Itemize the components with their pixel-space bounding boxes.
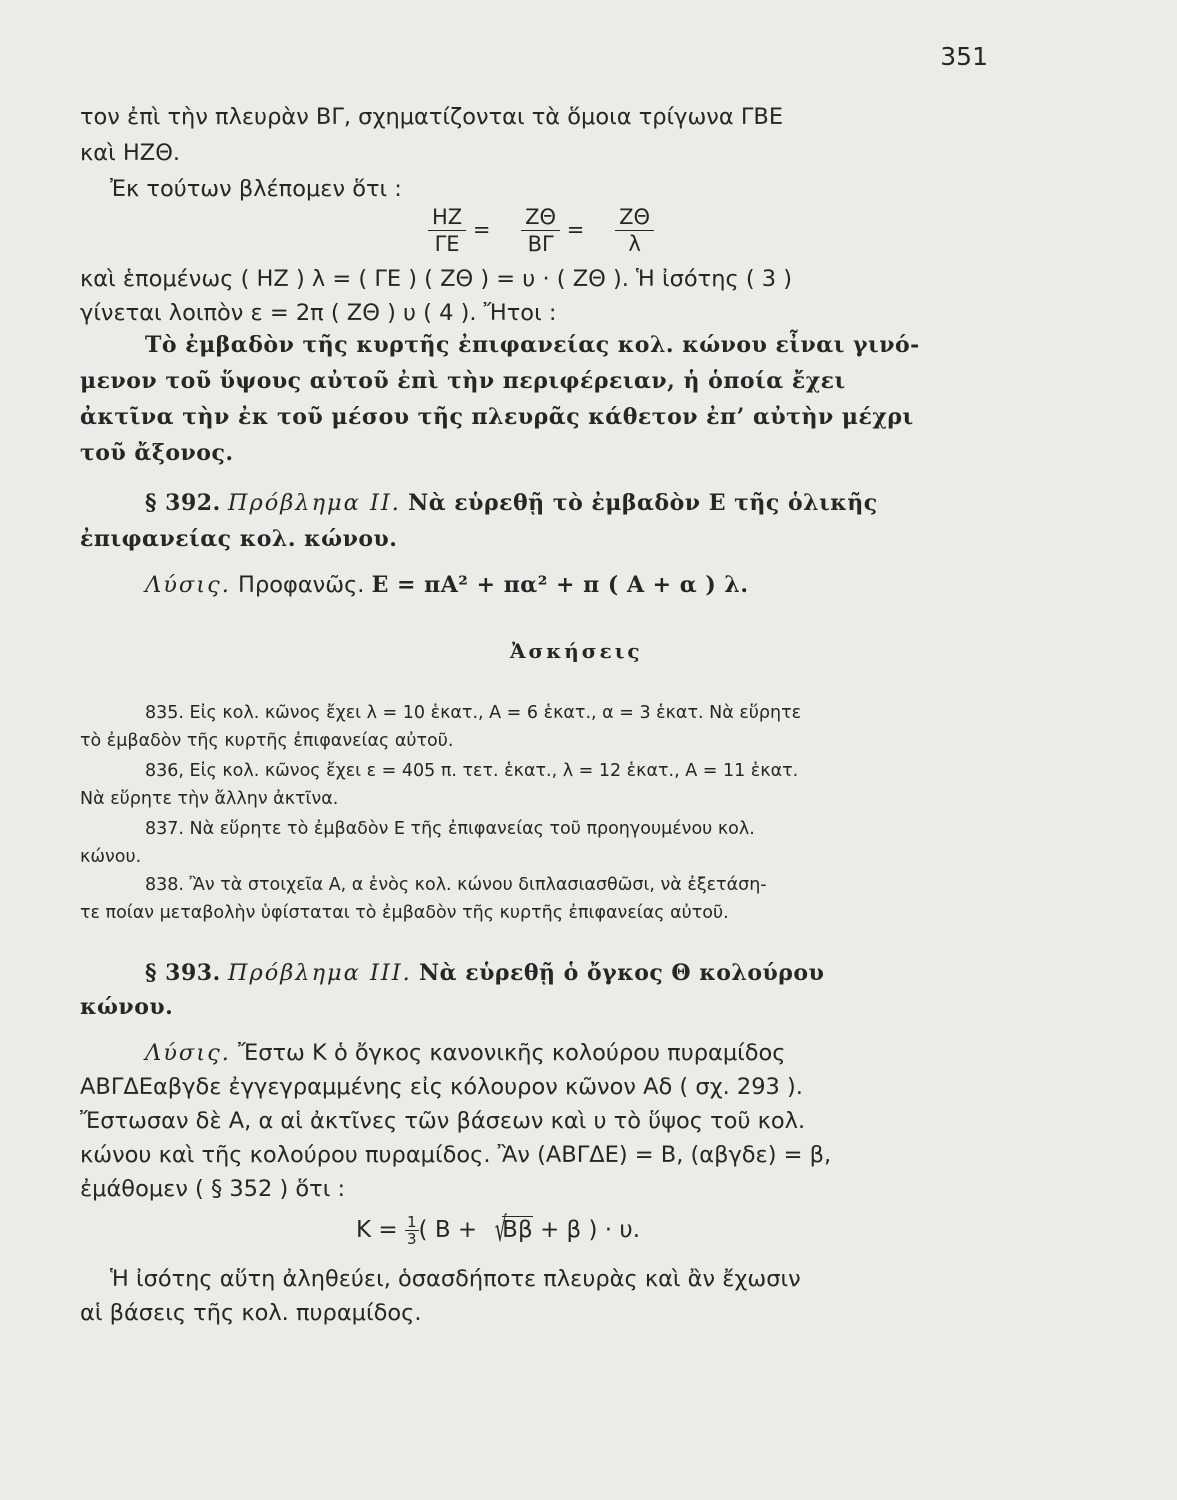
problem-label: Πρόβλημα ΙΙΙ.	[227, 960, 412, 986]
theorem-line: Τὸ ἐμβαδὸν τῆς κυρτῆς ἐπιφανείας κολ. κώνου εἶναι γινό-	[145, 332, 920, 358]
theorem-line: μενον τοῦ ὕψους αὐτοῦ ἐπὶ τὴν περιφέρειαν, ἡ ὁποία ἔχει	[80, 368, 846, 394]
text-line: Ἔστωσαν δὲ Α, α αἱ ἀκτῖνες τῶν βάσεων καὶ υ τὸ ὕψος τοῦ κολ.	[80, 1108, 806, 1134]
square-root	[485, 1210, 533, 1250]
equals-sign: =	[472, 217, 491, 242]
denominator: ΒΓ	[527, 232, 554, 256]
denominator: ΓΕ	[434, 232, 460, 256]
solution-line	[145, 1038, 786, 1068]
numerator: ΖΘ	[521, 204, 560, 231]
exercise-835: 835. Εἰς κολ. κῶνος ἔχει λ = 10 ἑκατ., Α = 6 ἑκατ., α = 3 ἑκατ. Νὰ εὕρητε	[145, 703, 802, 723]
problem-text-continued: κώνου.	[80, 994, 174, 1020]
exercise-836-cont: Νὰ εὕρητε τὴν ἄλλην ἀκτῖνα.	[80, 789, 339, 809]
section-heading	[145, 958, 824, 988]
theorem-line: ἀκτῖνα τὴν ἐκ τοῦ μέσου τῆς πλευρᾶς κάθετον ἐπ’ αὐτὴν μέχρι	[80, 404, 914, 430]
text-line: ἐμάθομεν ( § 352 ) ὅτι :	[80, 1176, 346, 1202]
exercise-838-cont: τε ποίαν μεταβολὴν ὑφίσταται τὸ ἐμβαδὸν τῆς κυρτῆς ἐπιφανείας αὐτοῦ.	[80, 903, 729, 923]
formula-lhs: Κ =	[356, 1217, 398, 1243]
problem-text: Νὰ εὑρεθῇ ὁ ὄγκος Θ κολούρου	[419, 960, 825, 986]
page-number: 351	[940, 42, 988, 71]
text-line: Ἐκ τούτων βλέπομεν ὅτι :	[110, 176, 402, 202]
text-line: τον ἐπὶ τὴν πλευρὰν ΒΓ, σχηματίζονται τὰ ὅμοια τρίγωνα ΓΒΕ	[80, 104, 784, 130]
fraction-one-third	[405, 1214, 419, 1247]
text-line: ΑΒΓΔΕαβγδε ἐγγεγραμμένης εἰς κόλουρον κῶνον Αδ ( σχ. 293 ).	[80, 1074, 803, 1100]
exercise-836: 836, Εἰς κολ. κῶνος ἔχει ε = 405 π. τετ. ἑκατ., λ = 12 ἑκατ., Α = 11 ἑκατ.	[145, 761, 799, 781]
section-heading	[145, 488, 878, 518]
solution-label: Λύσις.	[145, 572, 231, 598]
exercise-838: 838. Ἂν τὰ στοιχεῖα Α, α ἑνὸς κολ. κώνου διπλασιασθῶσι, νὰ ἐξετάση-	[145, 875, 767, 895]
exercise-837-cont: κώνου.	[80, 847, 142, 867]
exercise-837: 837. Νὰ εὕρητε τὸ ἐμβαδὸν Ε τῆς ἐπιφανείας τοῦ προηγουμένου κολ.	[145, 819, 755, 839]
solution-line	[145, 570, 749, 600]
solution-text: Προφανῶς.	[238, 572, 365, 598]
text-line: Ἡ ἰσότης αὕτη ἀληθεύει, ὁσασδήποτε πλευρὰς καὶ ἂν ἔχωσιν	[110, 1266, 801, 1292]
text-line: αἱ βάσεις τῆς κολ. πυραμίδος.	[80, 1300, 422, 1326]
section-number: § 392.	[145, 490, 221, 516]
text-line: κώνου καὶ τῆς κολούρου πυραμίδος. Ἂν (ΑΒΓΔΕ) = Β, (αβγδε) = β,	[80, 1142, 832, 1168]
text-line: καὶ ἑπομένως ( ΗΖ ) λ = ( ΓΕ ) ( ΖΘ ) = υ · ( ΖΘ ). Ἡ ἰσότης ( 3 )	[80, 266, 792, 292]
exercise-835-cont: τὸ ἐμβαδὸν τῆς κυρτῆς ἐπιφανείας αὐτοῦ.	[80, 731, 454, 751]
solution-label: Λύσις.	[145, 1040, 231, 1066]
formula-part: ( Β +	[418, 1217, 478, 1243]
solution-text: Ἔστω Κ ὁ ὄγκος κανονικῆς κολούρου πυραμίδος	[238, 1040, 786, 1066]
formula-part: + β ) · υ.	[539, 1217, 641, 1243]
fraction	[615, 204, 654, 257]
problem-label: Πρόβλημα ΙΙ.	[227, 490, 401, 516]
denominator: 3	[406, 1230, 417, 1248]
ratio-equation	[428, 204, 654, 257]
fraction	[521, 204, 560, 257]
exercises-title: Ἀσκήσεις	[510, 639, 643, 663]
area-formula: Ε = πΑ² + πα² + π ( Α + α ) λ.	[371, 572, 749, 598]
fraction	[428, 204, 466, 257]
problem-text-continued: ἐπιφανείας κολ. κώνου.	[80, 526, 398, 552]
theorem-line: τοῦ ἄξονος.	[80, 440, 234, 466]
radicand: Ββ	[502, 1217, 533, 1243]
equals-sign: =	[566, 217, 585, 242]
text-line: καὶ ΗΖΘ.	[80, 140, 181, 166]
denominator: λ	[628, 232, 641, 256]
numerator: ΖΘ	[615, 204, 654, 231]
section-number: § 393.	[145, 960, 221, 986]
radical-sign-icon: √	[494, 1210, 507, 1250]
numerator: 1	[406, 1213, 417, 1231]
text-line: γίνεται λοιπὸν ε = 2π ( ΖΘ ) υ ( 4 ). Ἤτοι :	[80, 300, 557, 326]
problem-text: Νὰ εὑρεθῇ τὸ ἐμβαδὸν Ε τῆς ὁλικῆς	[408, 490, 878, 516]
volume-formula	[356, 1210, 641, 1250]
numerator: ΗΖ	[428, 204, 466, 231]
